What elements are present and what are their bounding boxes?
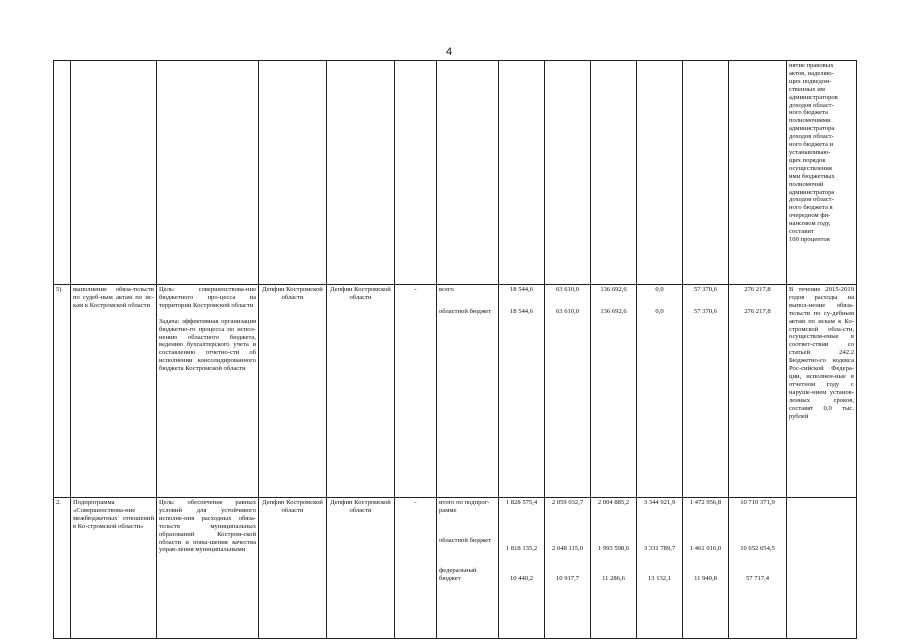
note-line: нансовом году,	[789, 220, 831, 228]
goal-text: Цель: совершенствова-ние бюджетного про-цесса на территории Костромской области	[159, 286, 256, 309]
goal-text: Цель: обеспечение равных условий для устойчивого исполне-ния расходных обяза-тельств муниципальных образований Костром-ской области и повы-шения качества управ-ления муниципальными	[157, 498, 259, 639]
task-text: Задача: эффективная организация бюджетно-го процесса по испол-нению областного бюджета, ведению бухгалтерского учета и составлению отчетно-сти об исполнении консолидированного бюджета Костромской области	[159, 317, 256, 373]
note-line: ими бюджетных	[789, 172, 835, 180]
table-row	[54, 61, 857, 285]
amount-cell: 0,0 0,0	[637, 285, 683, 498]
funding-source-cell	[437, 498, 499, 639]
responsible-executor: Депфин Костромской области	[259, 498, 327, 639]
participant: Депфин Костромской области	[327, 285, 395, 498]
note-line: администратора	[789, 188, 835, 196]
program-table	[53, 60, 857, 639]
note-cell	[787, 498, 857, 639]
note-line: полномочиями	[789, 117, 831, 125]
note-cell: В течение 2015-2019 годов расходы на выпол-нение обяза-тельств по су-дебным актам по искам к Ко-стромской обла-сти, осуществля-емые в соответ-ствии со статьей 242.2 Бюджетно-го кодекса Рос-сийской Федера-ции, исполнен-ные в отчетном году с наруше-нием установ-ленных сроков, составят 0,0 тыс. рублей	[787, 285, 857, 498]
amount-cell: 63 610,0 63 610,0	[545, 285, 591, 498]
note-line: 100 процентов	[789, 235, 830, 243]
note-line: устанавливаю-	[789, 148, 831, 156]
amount-cell: 1 828 575,4 1 818 135,2 10 440,2	[499, 498, 545, 639]
event-name: выполнение обяза-тельств по судеб-ным актам по ис-кам к Костромской области	[71, 285, 157, 498]
funding-source-cell	[437, 285, 499, 498]
dash-cell: -	[395, 498, 437, 639]
responsible-executor: Депфин Костромской области	[259, 285, 327, 498]
note-line: полномочий	[789, 180, 824, 188]
amount-cell: 136 692,6 136 692,6	[591, 285, 637, 498]
table-row	[54, 498, 857, 639]
note-line: очередном фи-	[789, 212, 831, 220]
amount-cell: 2 004 885,2 1 993 598,6 11 286,6	[591, 498, 637, 639]
note-line: ственных им	[789, 85, 825, 93]
note-line: администратора	[789, 125, 835, 133]
note-line: щих подведом-	[789, 77, 832, 85]
funding-source: областной бюджет	[439, 537, 492, 544]
funding-source: всего	[439, 286, 454, 293]
amount-cell: 2 059 032,7 2 048 115,0 10 917,7	[545, 498, 591, 639]
amount-cell: 3 344 921,9 3 331 789,7 13 132,1	[637, 498, 683, 639]
note-line: доходов област-	[789, 101, 834, 109]
dash-cell: -	[395, 285, 437, 498]
subprogram-name: Подпрограмма «Совершенствова-ние межбюджетных отношений в Ко-стромской области»	[71, 498, 157, 639]
row-number: 2.	[54, 498, 71, 639]
note-line: осуществления	[789, 164, 832, 172]
amount-cell: 57 370,6 57 370,6	[683, 285, 729, 498]
table-row	[54, 285, 857, 498]
page-number: 4	[446, 46, 453, 58]
funding-source: федеральный бюджет	[439, 567, 477, 582]
note-line: нятие правовых	[789, 62, 834, 69]
note-line: доходов област-	[789, 133, 834, 141]
amount-cell: 1 472 956,8 1 461 016,0 11 940,8	[683, 498, 729, 639]
note-line: составит	[789, 228, 814, 236]
note-line: ного бюджета	[789, 109, 828, 117]
amount-cell: 10 710 371,9 10 652 654,5 57 717,4	[729, 498, 787, 639]
participant: Депфин Костромской области	[327, 498, 395, 639]
note-line: щих порядок	[789, 156, 826, 164]
note-line: администраторов	[789, 93, 838, 101]
amount-cell: 18 544,6 18 544,6	[499, 285, 545, 498]
row-number: 5)	[54, 285, 71, 498]
amount-cell: 276 217,8 276 217,8	[729, 285, 787, 498]
goal-task-cell	[157, 285, 259, 498]
note-line: ного бюджета и	[789, 141, 834, 149]
note-line: актов, наделяю-	[789, 69, 834, 77]
note-line: ного бюджета в	[789, 204, 833, 212]
funding-source: областной бюджет	[439, 308, 492, 315]
note-line: доходов област-	[789, 196, 834, 204]
note-cell	[787, 61, 857, 285]
funding-source: итого по подпрог-рамме	[439, 499, 490, 514]
